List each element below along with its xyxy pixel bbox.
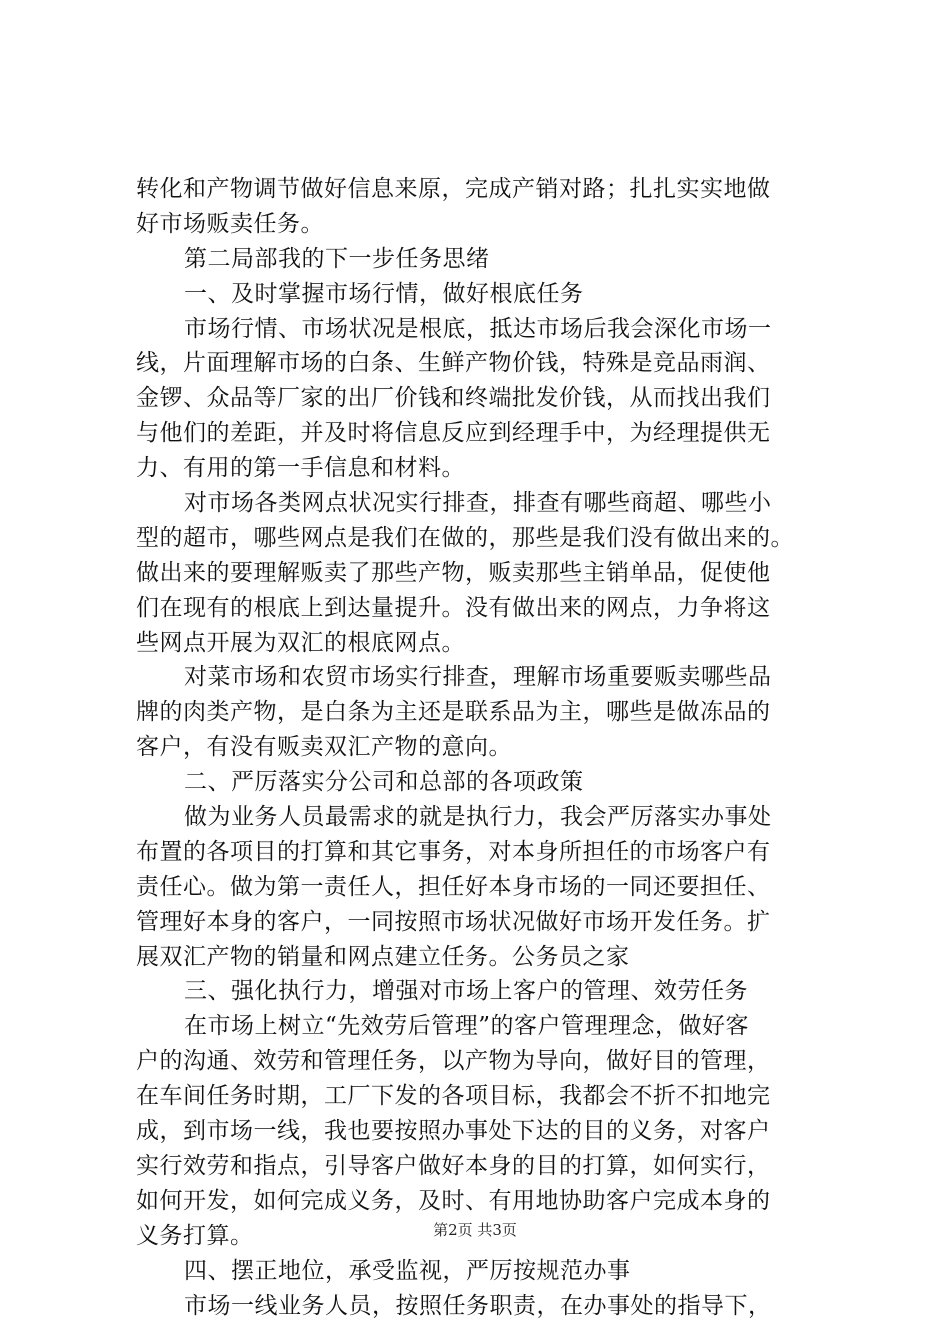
text-line: 做为业务人员最需求的就是执行力，我会严厉落实办事处 bbox=[184, 804, 772, 831]
text-line: 实行效劳和指点，引导客户做好本身的目的打算，如何实行， bbox=[136, 1152, 771, 1179]
text-line: 在市场上树立“先效劳后管理”的客户管理理念，做好客 bbox=[184, 1013, 750, 1040]
text-line: 四、摆正地位，承受监视，严厉按规范办事 bbox=[184, 1257, 631, 1284]
text-line: 如何开发，如何完成义务，及时、有用地协助客户完成本身的 bbox=[136, 1187, 771, 1214]
text-line: 些网点开展为双汇的根底网点。 bbox=[136, 629, 465, 656]
text-line: 市场一线业务人员，按照任务职责，在办事处的指导下， bbox=[184, 1292, 772, 1319]
text-line: 展双汇产物的销量和网点建立任务。公务员之家 bbox=[136, 943, 630, 970]
text-line: 型的超市，哪些网点是我们在做的，那些是我们没有做出来的。 bbox=[136, 524, 794, 551]
text-line: 牌的肉类产物，是白条为主还是联系品为主，哪些是做冻品的 bbox=[136, 699, 771, 726]
text-line: 户的沟通、效劳和管理任务，以产物为导向，做好目的管理， bbox=[136, 1048, 771, 1075]
text-line: 客户，有没有贩卖双汇产物的意向。 bbox=[136, 734, 512, 761]
text-line: 管理好本身的客户，一同按照市场状况做好市场开发任务。扩 bbox=[136, 908, 771, 935]
text-line: 与他们的差距，并及时将信息反应到经理手中，为经理提供无 bbox=[136, 420, 771, 447]
text-line: 二、严厉落实分公司和总部的各项政策 bbox=[184, 769, 584, 796]
text-line: 布置的各项目的打算和其它事务，对本身所担任的市场客户有 bbox=[136, 838, 771, 865]
document-body bbox=[136, 172, 836, 1323]
text-line: 转化和产物调节做好信息来原，完成产销对路；扎扎实实地做 bbox=[136, 176, 771, 202]
text-line: 责任心。做为第一责任人，担任好本身市场的一同还要担任、 bbox=[136, 873, 771, 900]
text-line: 市场行情、市场状况是根底，抵达市场后我会深化市场一 bbox=[184, 315, 772, 342]
text-line: 在车间任务时期，工厂下发的各项目标，我都会不折不扣地完 bbox=[136, 1083, 771, 1110]
text-line: 力、有用的第一手信息和材料。 bbox=[136, 455, 465, 482]
page-footer: 第2页 共3页 bbox=[433, 1221, 517, 1239]
text-line: 做出来的要理解贩卖了那些产物，贩卖那些主销单品，促使他 bbox=[136, 559, 771, 586]
text-line: 金锣、众品等厂家的出厂价钱和终端批发价钱，从而找出我们 bbox=[136, 385, 771, 412]
text-line: 义务打算。 bbox=[136, 1222, 254, 1249]
text-line: 一、及时掌握市场行情，做好根底任务 bbox=[184, 280, 584, 307]
text-line: 好市场贩卖任务。 bbox=[136, 210, 324, 237]
text-line: 三、强化执行力，增强对市场上客户的管理、效劳任务 bbox=[184, 978, 748, 1005]
text-line: 对菜市场和农贸市场实行排查，理解市场重要贩卖哪些品 bbox=[184, 664, 772, 691]
text-line: 成，到市场一线，我也要按照办事处下达的目的义务，对客户 bbox=[136, 1118, 771, 1145]
text-line: 线，片面理解市场的白条、生鲜产物价钱，特殊是竞品雨润、 bbox=[136, 350, 771, 377]
text-line: 们在现有的根底上到达量提升。没有做出来的网点，力争将这 bbox=[136, 594, 771, 621]
text-line: 对市场各类网点状况实行排查，排查有哪些商超、哪些小 bbox=[184, 490, 772, 517]
text-line: 第二局部我的下一步任务思绪 bbox=[184, 245, 490, 272]
